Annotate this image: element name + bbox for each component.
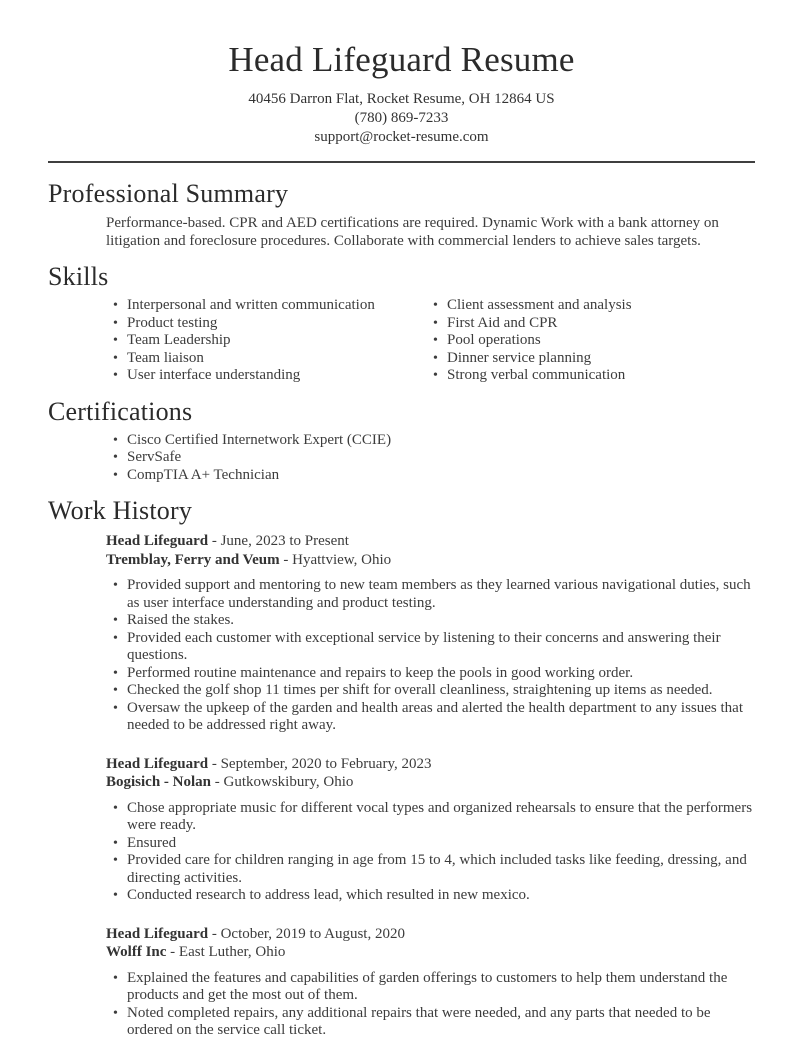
certification-item-label: ServSafe bbox=[127, 449, 182, 465]
job-title-line bbox=[106, 532, 755, 551]
contact-email: support@rocket-resume.com bbox=[314, 129, 489, 145]
job-header bbox=[106, 532, 755, 569]
certification-item bbox=[113, 449, 755, 467]
job-company: Wolff Inc bbox=[106, 944, 167, 960]
job-company: Tremblay, Ferry and Veum bbox=[106, 551, 280, 568]
job-title-line bbox=[106, 925, 755, 944]
contact-info bbox=[48, 90, 755, 147]
job-bullet-item bbox=[113, 630, 755, 665]
job-header bbox=[106, 925, 755, 962]
skill-item-label: Pool operations bbox=[447, 332, 541, 348]
job-bullet-text: Provided support and mentoring to new team members as they learned various navigational duties, such as user interface understanding and product testing. bbox=[127, 577, 751, 611]
job-bullet-item bbox=[113, 970, 755, 1005]
job-bullets bbox=[113, 800, 755, 905]
resume-header bbox=[48, 40, 755, 147]
job-title: Head Lifeguard bbox=[106, 533, 209, 549]
job-bullet-text: Performed routine maintenance and repairs to keep the pools in good working order. bbox=[127, 664, 634, 681]
job-title: Head Lifeguard bbox=[106, 755, 209, 772]
summary-text: Performance-based. CPR and AED certifications are required. Dynamic Work with a bank attorney on litigation and foreclosure procedures. Collaborate with commercial lenders to achieve sales targets. bbox=[106, 215, 719, 249]
job-dates: - September, 2020 to February, 2023 bbox=[211, 755, 432, 772]
skill-item-label: First Aid and CPR bbox=[447, 314, 558, 331]
job-bullet-text: Oversaw the upkeep of the garden and health areas and alerted the health department to any issues that needed to be addressed right away. bbox=[127, 699, 744, 733]
skill-item bbox=[433, 297, 755, 315]
job-bullet-text: Provided each customer with exceptional service by listening to their concerns and answering their questions. bbox=[127, 629, 721, 663]
job-bullet-item bbox=[113, 852, 755, 887]
job-bullet-item bbox=[113, 682, 755, 700]
jobs-list bbox=[48, 532, 755, 1040]
certifications-heading: Certifications bbox=[48, 396, 193, 426]
skill-item-label: Dinner service planning bbox=[447, 349, 592, 366]
skill-item bbox=[433, 332, 755, 350]
job-bullets bbox=[113, 577, 755, 735]
job-company-line bbox=[106, 943, 755, 962]
job-dates: - June, 2023 to Present bbox=[211, 533, 349, 549]
job-location: - East Luther, Ohio bbox=[170, 944, 286, 960]
section-certifications bbox=[48, 397, 755, 485]
skill-item-label: Team liaison bbox=[127, 349, 204, 366]
work-history-heading: Work History bbox=[48, 496, 193, 525]
job-bullet-item bbox=[113, 577, 755, 612]
skill-item bbox=[113, 315, 433, 333]
job-bullet-item bbox=[113, 665, 755, 683]
header-divider bbox=[48, 161, 755, 163]
contact-phone: (780) 869-7233 bbox=[354, 110, 449, 126]
skills-columns bbox=[113, 292, 755, 385]
job-bullet-text: Ensured bbox=[127, 834, 177, 851]
resume-title: Head Lifeguard Resume bbox=[228, 40, 575, 79]
job-bullet-text: Explained the features and capabilities of garden offerings to customers to help them understand the products and get the most out of them. bbox=[127, 969, 728, 1003]
job-bullet-text: Checked the golf shop 11 times per shift for overall cleanliness, straightening up items as needed. bbox=[127, 682, 713, 698]
job-bullet-item bbox=[113, 612, 755, 630]
job-entry bbox=[48, 755, 755, 905]
job-bullet-text: Noted completed repairs, any additional repairs that were needed, and any parts that needed to be ordered on the service call ticket. bbox=[127, 1004, 711, 1038]
job-location: - Gutkowskibury, Ohio bbox=[214, 774, 354, 790]
skill-item bbox=[433, 315, 755, 333]
skill-item bbox=[433, 350, 755, 368]
skill-item bbox=[113, 332, 433, 350]
job-company-line bbox=[106, 551, 755, 570]
skill-item-label: User interface understanding bbox=[127, 367, 301, 383]
skills-column-right bbox=[433, 297, 755, 385]
certification-item-label: Cisco Certified Internetwork Expert (CCIE) bbox=[127, 431, 392, 448]
certification-item bbox=[113, 432, 755, 450]
job-bullet-item bbox=[113, 835, 755, 853]
certifications-list bbox=[113, 432, 755, 485]
job-company: Bogisich - Nolan bbox=[106, 774, 212, 790]
job-entry bbox=[48, 532, 755, 735]
job-bullet-item bbox=[113, 800, 755, 835]
job-bullet-text: Provided care for children ranging in age from 15 to 4, which included tasks like feeding, dressing, and directing activities. bbox=[127, 852, 747, 886]
skills-heading: Skills bbox=[48, 262, 109, 291]
section-professional-summary bbox=[48, 179, 755, 250]
skill-item bbox=[113, 367, 433, 385]
job-bullet-text: Conducted research to address lead, which resulted in new mexico. bbox=[127, 887, 530, 903]
skill-item-label: Strong verbal communication bbox=[447, 367, 626, 383]
skill-item-label: Team Leadership bbox=[127, 332, 231, 348]
skill-item bbox=[113, 297, 433, 315]
summary-heading: Professional Summary bbox=[48, 179, 289, 208]
job-company-line bbox=[106, 773, 755, 792]
job-dates: - October, 2019 to August, 2020 bbox=[211, 925, 405, 942]
section-work-history bbox=[48, 496, 755, 1040]
job-bullet-text: Chose appropriate music for different vocal types and organized rehearsals to ensure that the performers were ready. bbox=[127, 799, 753, 833]
skill-item-label: Client assessment and analysis bbox=[447, 297, 632, 313]
job-title: Head Lifeguard bbox=[106, 925, 209, 942]
job-bullet-text: Raised the stakes. bbox=[127, 612, 235, 628]
skill-item bbox=[433, 367, 755, 385]
section-skills bbox=[48, 262, 755, 385]
contact-address: 40456 Darron Flat, Rocket Resume, OH 12864 US bbox=[248, 91, 555, 107]
certification-item bbox=[113, 467, 755, 485]
job-header bbox=[106, 755, 755, 792]
skill-item bbox=[113, 350, 433, 368]
job-bullet-item bbox=[113, 700, 755, 735]
job-bullet-item bbox=[113, 1005, 755, 1040]
job-bullets bbox=[113, 970, 755, 1040]
skills-column-left bbox=[113, 297, 433, 385]
certification-item-label: CompTIA A+ Technician bbox=[127, 466, 280, 483]
job-bullet-item bbox=[113, 887, 755, 905]
job-title-line bbox=[106, 755, 755, 774]
job-location: - Hyattview, Ohio bbox=[283, 551, 392, 568]
skill-item-label: Interpersonal and written communication bbox=[127, 297, 375, 313]
job-entry bbox=[48, 925, 755, 1040]
skill-item-label: Product testing bbox=[127, 314, 218, 331]
